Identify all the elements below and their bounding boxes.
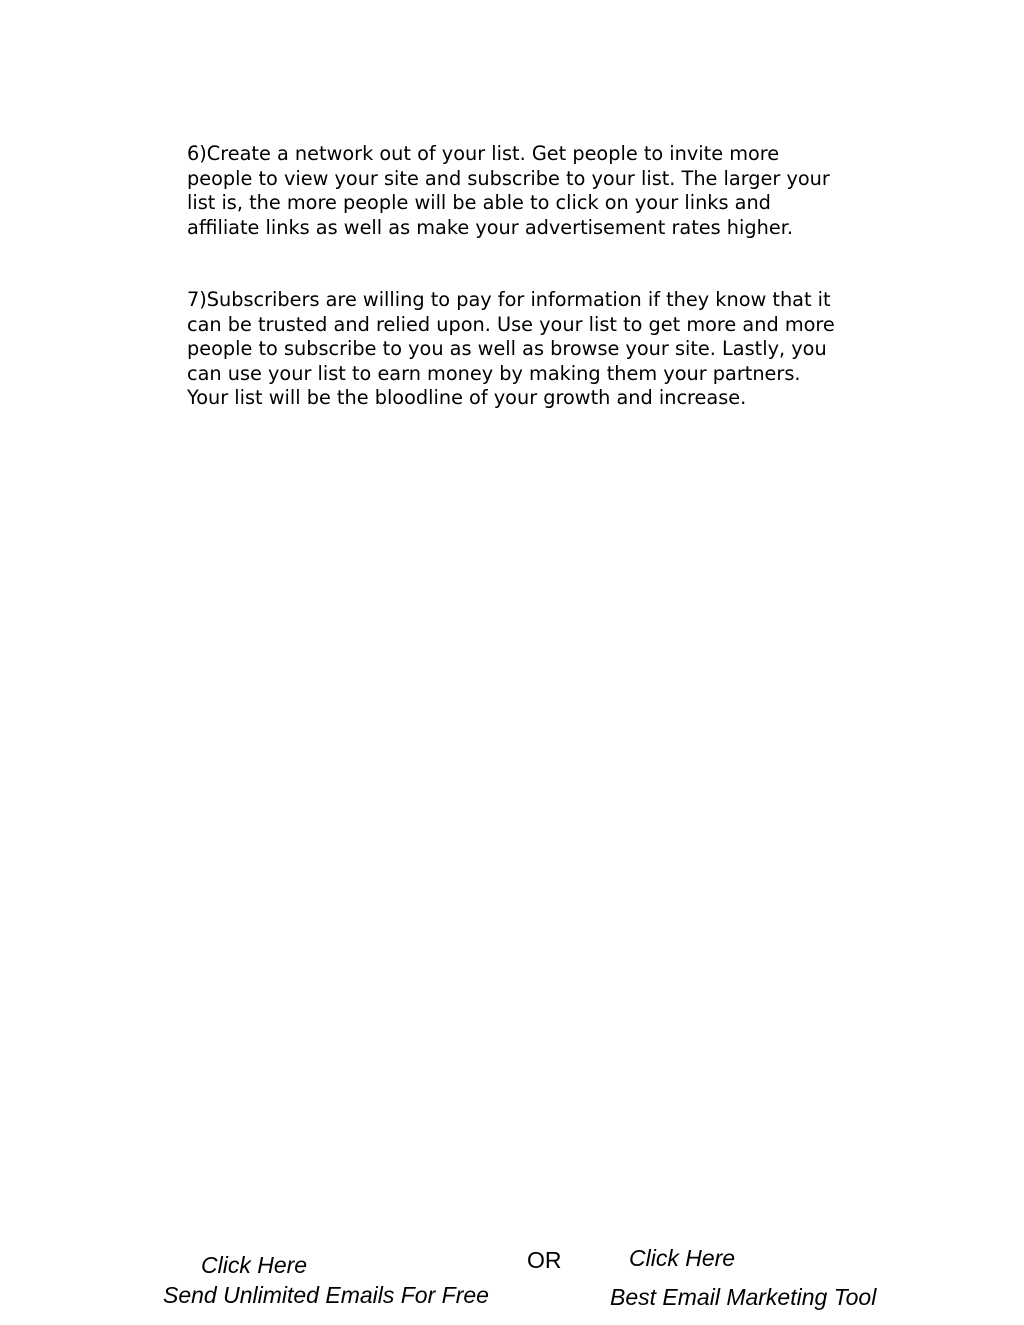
paragraph-line: 6)Create a network out of your list. Get people to invite more <box>187 142 780 165</box>
paragraph-line: people to subscribe to you as well as browse your site. Lastly, you <box>187 337 827 360</box>
paragraph-line: people to view your site and subscribe to your list. The larger your <box>187 166 830 190</box>
paragraph-line: affiliate links as well as make your advertisement rates higher. <box>187 215 793 239</box>
best-email-marketing-tool-link[interactable]: Best Email Marketing Tool <box>610 1284 877 1310</box>
paragraph-line: Your list will be the bloodline of your growth and increase. <box>187 386 747 409</box>
paragraph-line: 7)Subscribers are willing to pay for information if they know that it <box>187 288 831 311</box>
click-here-left-link[interactable]: Click Here <box>201 1252 308 1278</box>
click-here-right-link[interactable]: Click Here <box>629 1245 736 1271</box>
paragraph-7 <box>187 288 887 411</box>
paragraph-line: can use your list to earn money by making them your partners. <box>187 361 801 385</box>
paragraph-6 <box>187 142 887 240</box>
send-unlimited-emails-link[interactable]: Send Unlimited Emails For Free <box>163 1282 489 1308</box>
or-separator: OR <box>527 1247 562 1273</box>
paragraph-line: list is, the more people will be able to click on your links and <box>187 191 771 214</box>
paragraph-line: can be trusted and relied upon. Use your list to get more and more <box>187 312 835 336</box>
